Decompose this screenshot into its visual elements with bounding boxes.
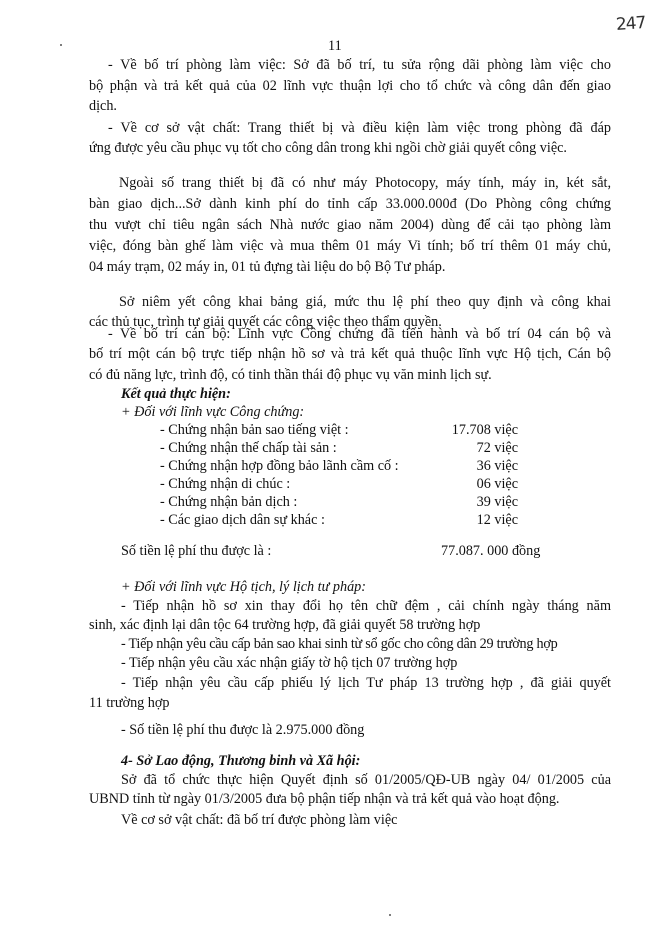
paragraph-line: - Tiếp nhận hồ sơ xin thay đổi họ tên chữ đệm , cải chính ngày tháng năm <box>121 598 611 614</box>
notary-item-value: 17.708 việc <box>451 422 518 438</box>
handwritten-page-number: 247 <box>615 12 647 36</box>
notary-heading: + Đối với lĩnh vực Công chứng: <box>121 404 305 420</box>
paragraph-line: UBND tỉnh từ ngày 01/3/2005 đưa bộ phận tiếp nhận và trả kết quả vào hoạt động. <box>89 791 560 807</box>
paragraph-line: 04 máy trạm, 02 máy in, 01 tủ đựng tài liệu do bộ Bộ Tư pháp. <box>89 259 446 275</box>
notary-item-label: - Các giao dịch dân sự khác : <box>160 512 325 528</box>
fee-value: 77.087. 000 đồng <box>441 543 541 559</box>
civil-heading: + Đối với lĩnh vực Hộ tịch, lý lịch tư pháp: <box>121 579 366 595</box>
paragraph-line: các thủ tục, trình tự giải quyết các công việc theo thẩm quyền. <box>89 314 442 330</box>
notary-item-label: - Chứng nhận bản sao tiếng việt : <box>160 422 349 438</box>
notary-item-value: 06 việc <box>476 476 518 492</box>
paragraph-line: - Tiếp nhận yêu cầu cấp phiếu lý lịch Tư pháp 13 trường hợp , đã giải quyết <box>121 675 611 691</box>
paragraph-line: - Về bố trí cán bộ: Lĩnh vực Công chứng đã tiến hành và bố trí 04 cán bộ và <box>108 326 611 342</box>
paragraph-line: bàn giao dịch...Sở dành kinh phí do tỉnh cấp 33.000.000đ (Do Phòng công chứng <box>89 196 611 212</box>
paragraph-line: Sở đã tổ chức thực hiện Quyết định số 01/2005/QĐ-UB ngày 04/ 01/2005 của <box>121 772 611 788</box>
section-4-heading: 4- Sở Lao động, Thương binh và Xã hội: <box>121 753 361 769</box>
paragraph-line: bộ phận và trả kết quả của 02 lĩnh vực thuận lợi cho tổ chức và công dân đến giao <box>89 78 611 94</box>
paragraph-line: - Tiếp nhận yêu cầu cấp bản sao khai sinh từ sổ gốc cho công dân 29 trường hợp <box>121 636 558 652</box>
paragraph-line: 11 trường hợp <box>89 695 170 711</box>
paragraph-line: Về cơ sở vật chất: đã bố trí được phòng làm việc <box>121 812 398 828</box>
paragraph-line: Sở niêm yết công khai bảng giá, mức thu lệ phí theo quy định và công khai <box>119 294 611 310</box>
paragraph-line: - Về cơ sở vật chất: Trang thiết bị và điều kiện làm việc trong phòng đã đáp <box>108 120 611 136</box>
notary-item-value: 36 việc <box>476 458 518 474</box>
notary-item-label: - Chứng nhận thế chấp tài sản : <box>160 440 337 456</box>
paragraph-line: dịch. <box>89 98 117 114</box>
paragraph-line: - Về bố trí phòng làm việc: Sở đã bố trí, tu sửa rộng dãi phòng làm việc cho <box>108 57 611 73</box>
paragraph-line: - Tiếp nhận yêu cầu xác nhận giấy tờ hộ tịch 07 trường hợp <box>121 655 458 671</box>
page-number: 11 <box>328 38 342 54</box>
results-heading: Kết quả thực hiện: <box>121 386 231 402</box>
paragraph-line: sinh, xác định lại dân tộc 64 trường hợp, đã giải quyết 58 trường hợp <box>89 617 481 633</box>
civil-fee: - Số tiền lệ phí thu được là 2.975.000 đồng <box>121 722 365 738</box>
paragraph-line: Ngoài số trang thiết bị đã có như máy Photocopy, máy tính, máy in, két sắt, <box>119 175 611 191</box>
scan-speck <box>60 44 62 46</box>
paragraph-line: ứng được yêu cầu phục vụ tốt cho công dân trong khi ngồi chờ giải quyết công việc. <box>89 140 567 156</box>
notary-item-label: - Chứng nhận hợp đồng bảo lãnh cầm cố : <box>160 458 399 474</box>
paragraph-line: thu vượt chỉ tiêu ngân sách Nhà nước giao năm 2004) dùng để cải tạo phòng làm <box>89 217 611 233</box>
paragraph-line: việc, đóng bàn ghế làm việc và mua thêm 01 máy Vi tính; bố trí thêm 01 máy chủ, <box>89 238 611 254</box>
paragraph-line: bố trí một cán bộ trực tiếp nhận hồ sơ và trả kết quả thuộc lĩnh vực Hộ tịch, Cán bộ <box>89 346 611 362</box>
fee-label: Số tiền lệ phí thu được là : <box>121 543 272 559</box>
notary-item-value: 12 việc <box>476 512 518 528</box>
notary-item-value: 72 việc <box>476 440 518 456</box>
notary-item-label: - Chứng nhận bản dịch : <box>160 494 298 510</box>
paragraph-line: có đủ năng lực, trình độ, có tinh thần thái độ phục vụ văn minh lịch sự. <box>89 367 492 383</box>
notary-item-value: 39 việc <box>476 494 518 510</box>
notary-item-label: - Chứng nhận di chúc : <box>160 476 291 492</box>
scan-speck <box>389 914 391 916</box>
